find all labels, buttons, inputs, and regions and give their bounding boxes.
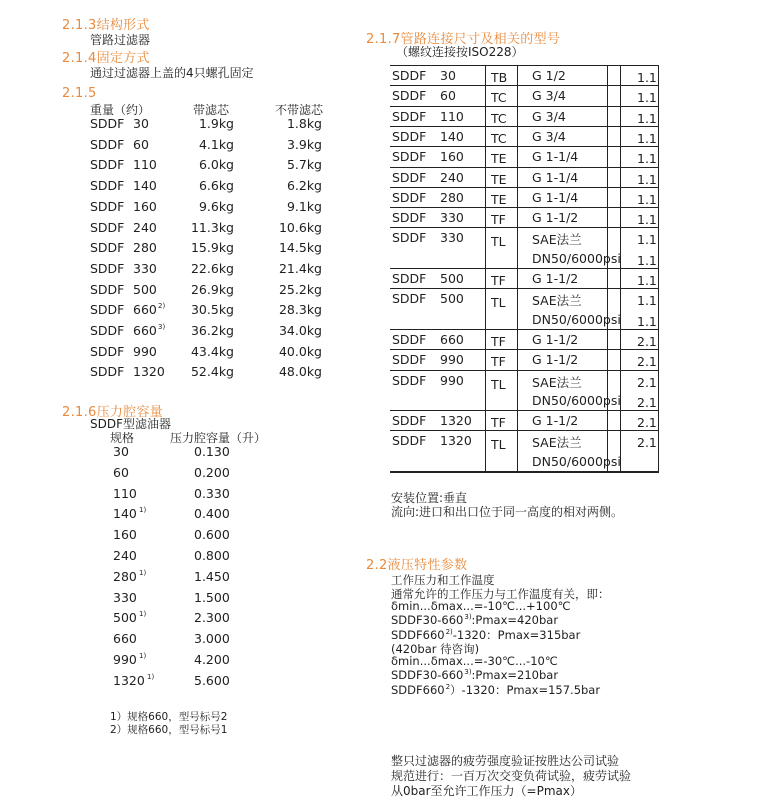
weight-without-element: 5.7kg	[286, 157, 322, 173]
weight-table	[90, 116, 330, 386]
volume-value: 0.130	[194, 444, 230, 459]
connection-row	[390, 412, 659, 432]
filter-type-subtitle: SDDF型滤油器	[90, 417, 172, 431]
conn-code: TC	[491, 130, 507, 146]
conn-thread: G 1-1/2	[532, 352, 579, 368]
heading-2-1-7: 2.1.7管路连接尺寸及相关的型号	[366, 32, 561, 47]
volume-footnote-mark: 1)	[139, 506, 147, 515]
weight-without-element: 25.2kg	[278, 281, 322, 297]
heading-2-1-6: 2.1.6压力腔容量	[62, 405, 164, 420]
weight-with-element: 11.3kg	[190, 219, 234, 235]
table-rule	[390, 85, 659, 86]
conn-code: TL	[491, 376, 506, 392]
conn-value: 1.1	[637, 171, 657, 187]
volume-footnote-mark: 1)	[139, 568, 147, 577]
conn-model: SDDF	[392, 169, 427, 185]
mounting-text: 通过过滤器上盖的4只螺孔固定	[90, 66, 254, 80]
volume-row	[110, 444, 250, 464]
conn-size: 160	[440, 149, 464, 165]
table-rule	[390, 430, 659, 431]
conn-model: SDDF	[392, 189, 427, 205]
conn-size: 1320	[440, 413, 472, 429]
volume-row	[110, 506, 250, 526]
conn-size: 990	[440, 352, 464, 368]
hydraulic-footnote-mark: 3)	[464, 667, 472, 676]
heading-2-1-3: 2.1.3结构形式	[62, 18, 150, 33]
volume-footnote-mark: 1)	[139, 652, 147, 660]
conn-thread: G 1-1/2	[532, 210, 579, 226]
weight-size: 280	[133, 240, 157, 256]
conn-value: 1.1	[637, 151, 657, 167]
conn-value: 2.1	[637, 333, 657, 349]
weight-model: SDDF	[90, 343, 125, 359]
hydraulic-line	[391, 599, 571, 613]
table-rule	[390, 227, 659, 228]
weight-without-element: 48.0kg	[278, 364, 322, 380]
hydraulic-line-text: 工作压力和工作温度	[391, 573, 495, 587]
hydraulic-line-text: SDDF30-660	[391, 613, 464, 628]
conn-size: 30	[440, 68, 456, 83]
weight-model: SDDF	[90, 198, 125, 214]
connection-row	[390, 67, 659, 87]
table-rule	[390, 370, 659, 371]
weight-size: 140	[133, 178, 157, 194]
weight-model: SDDF	[90, 364, 125, 380]
table-rule	[390, 410, 659, 411]
conn-thread: G 1-1/2	[532, 413, 579, 429]
conn-value: 1.1	[637, 293, 657, 309]
table-rule	[390, 187, 659, 188]
hydraulic-line	[391, 668, 558, 682]
weight-with-element: 22.6kg	[190, 260, 234, 276]
hydraulic-line-text: SDDF660	[391, 627, 445, 642]
conn-code: TL	[491, 437, 506, 453]
conn-size: 140	[440, 128, 464, 144]
volume-value: 0.330	[194, 485, 230, 501]
table-rule	[390, 167, 659, 168]
volume-value: 4.200	[194, 652, 230, 667]
heading-2-1-5: 2.1.5	[62, 86, 97, 101]
weight-row	[90, 178, 330, 198]
weight-size: 30	[133, 116, 149, 131]
hydraulic-line-rest: -1320：Pmax=315bar	[452, 627, 581, 642]
conn-value: 1.1	[637, 212, 657, 228]
conn-model: SDDF	[392, 108, 427, 124]
conn-code: TF	[491, 273, 506, 288]
volume-spec: 140	[113, 506, 137, 522]
connection-row	[390, 169, 659, 189]
conn-value: 2.1	[637, 374, 657, 390]
weight-col-header: 重量（约）	[90, 103, 151, 117]
weight-size: 240	[133, 219, 157, 235]
footnote-1: 1）规格660，型号标号2	[110, 711, 228, 723]
conn-code: TF	[491, 415, 506, 431]
volume-value: 2.300	[194, 610, 230, 626]
connection-row	[390, 189, 659, 209]
hydraulic-line-text: δmin...δmax...=-30℃...-10℃	[391, 654, 558, 669]
weight-with-element: 52.4kg	[190, 364, 234, 380]
weight-row	[90, 137, 330, 157]
conn-thread-line2: DN50/6000psi	[532, 250, 621, 266]
hydraulic-line	[391, 682, 600, 698]
volume-spec: 500	[113, 610, 137, 626]
conn-size: 280	[440, 189, 464, 205]
weight-model: SDDF	[90, 219, 125, 235]
weight-size: 330	[133, 260, 157, 276]
weight-row	[90, 240, 330, 260]
conn-value-line2: 1.1	[637, 313, 657, 329]
volume-row	[110, 486, 250, 506]
table-rule	[390, 288, 659, 289]
heading-2-2: 2.2液压特性参数	[366, 558, 468, 573]
table-rule	[390, 146, 659, 147]
volume-spec: 240	[113, 548, 137, 563]
weight-with-element: 6.6kg	[198, 178, 234, 194]
table-rule	[390, 65, 659, 66]
footnote-2: 2）规格660，型号标号1	[110, 724, 228, 736]
hydraulic-line-rest: :Pmax=420bar	[471, 613, 559, 628]
volume-spec: 30	[113, 444, 129, 459]
hydraulic-line-text: 通常允许的工作压力与工作温度有关，即：	[391, 586, 610, 601]
hydraulic-footnote-mark: 3)	[464, 613, 472, 622]
weight-row	[90, 282, 330, 302]
weight-row	[90, 220, 330, 240]
volume-row	[110, 610, 250, 630]
volume-value: 0.400	[194, 506, 230, 522]
conn-size: 660	[440, 331, 464, 347]
weight-footnote-mark: 3)	[158, 323, 166, 331]
volume-spec: 1320	[113, 672, 145, 688]
conn-code: TE	[491, 191, 507, 207]
conn-size: 330	[440, 230, 464, 246]
volume-row	[110, 548, 250, 568]
conn-size: 990	[440, 372, 464, 388]
conn-model: SDDF	[392, 352, 427, 368]
conn-thread: G 1-1/2	[532, 331, 579, 347]
volume-row	[110, 590, 250, 610]
weight-with-element: 9.6kg	[198, 198, 234, 214]
volume-spec: 330	[113, 589, 137, 605]
conn-model: SDDF	[392, 210, 427, 226]
volume-value: 1.500	[194, 589, 230, 605]
table-rule	[390, 471, 659, 473]
conn-code: TC	[491, 90, 507, 106]
volume-row	[110, 527, 250, 547]
fatigue-line-2: 规范进行：一百万次交变负荷试验，疲劳试验	[391, 769, 632, 783]
weight-without-element: 14.5kg	[278, 240, 322, 256]
conn-thread-line2: DN50/6000psi	[532, 453, 621, 469]
conn-code: TL	[491, 234, 506, 250]
weight-footnote-mark: 2)	[158, 302, 166, 311]
weight-row	[90, 157, 330, 177]
conn-code: TB	[491, 70, 508, 85]
conn-value: 2.1	[637, 415, 657, 431]
volume-value: 3.000	[194, 631, 230, 647]
conn-model: SDDF	[392, 413, 427, 429]
weight-row	[90, 364, 330, 384]
heading-2-1-4: 2.1.4固定方式	[62, 51, 150, 66]
conn-size: 500	[440, 291, 464, 307]
conn-code: TF	[491, 212, 506, 228]
weight-model: SDDF	[90, 240, 125, 256]
conn-value: 1.1	[637, 273, 657, 288]
volume-row	[110, 569, 250, 589]
conn-value: 1.1	[637, 232, 657, 248]
volume-value: 0.200	[194, 464, 230, 480]
conn-size: 500	[440, 271, 464, 286]
weight-model: SDDF	[90, 260, 125, 276]
weight-with-element: 4.1kg	[198, 136, 234, 152]
conn-value: 1.1	[637, 110, 657, 126]
connection-row	[390, 148, 659, 168]
weight-size: 990	[133, 343, 157, 359]
volume-spec: 160	[113, 527, 137, 543]
conn-value: 2.1	[637, 354, 657, 370]
spec-col-header: 规格	[110, 431, 135, 445]
connection-row	[390, 372, 659, 413]
weight-with-element: 26.9kg	[190, 281, 234, 297]
conn-model: SDDF	[392, 331, 427, 347]
hydraulic-footnote-mark: 2)	[445, 627, 453, 636]
conn-size: 60	[440, 88, 456, 104]
hydraulic-footnote-mark: 2	[445, 682, 451, 691]
conn-value-line2: 2.1	[637, 394, 657, 410]
weight-size: 660	[133, 323, 157, 338]
conn-model: SDDF	[392, 291, 427, 307]
weight-model: SDDF	[90, 136, 125, 152]
table-rule	[390, 349, 659, 350]
weight-without-element: 28.3kg	[278, 302, 322, 318]
conn-model: SDDF	[392, 433, 427, 449]
connection-row	[390, 351, 659, 371]
conn-size: 240	[440, 169, 464, 185]
weight-model: SDDF	[90, 178, 125, 194]
volume-spec: 110	[113, 485, 137, 501]
conn-model: SDDF	[392, 68, 427, 83]
weight-row	[90, 199, 330, 219]
volume-value: 0.600	[194, 527, 230, 543]
weight-size: 60	[133, 136, 149, 152]
conn-thread: G 3/4	[532, 88, 566, 104]
volume-value: 0.800	[194, 548, 230, 563]
table-rule	[390, 106, 659, 107]
conn-thread: G 1/2	[532, 68, 566, 83]
volume-value: 1.450	[194, 568, 230, 584]
weight-size: 660	[133, 302, 157, 318]
hydraulic-line	[391, 654, 558, 668]
connection-row	[390, 87, 659, 107]
connection-row	[390, 229, 659, 270]
weight-model: SDDF	[90, 281, 125, 297]
conn-code: TE	[491, 171, 507, 187]
weight-row	[90, 261, 330, 281]
conn-thread: G 1-1/2	[532, 271, 579, 286]
conn-thread: SAE法兰	[532, 293, 582, 309]
conn-code: TE	[491, 151, 507, 167]
conn-model: SDDF	[392, 230, 427, 246]
volume-footnote-mark: 1)	[147, 672, 155, 681]
weight-row	[90, 323, 330, 343]
conn-code: TF	[491, 333, 506, 349]
conn-thread-line2: DN50/6000psi	[532, 311, 621, 327]
volume-col-header: 压力腔容量（升）	[170, 431, 267, 445]
conn-value: 2.1	[637, 435, 657, 451]
weight-size: 1320	[133, 364, 165, 380]
hydraulic-line-text: SDDF660	[391, 682, 445, 697]
weight-without-element: 40.0kg	[278, 343, 322, 359]
weight-model: SDDF	[90, 116, 125, 131]
conn-code: TL	[491, 295, 506, 311]
conn-value-line2: 1.1	[637, 252, 657, 268]
table-rule	[390, 207, 659, 208]
fatigue-line-1: 整只过滤器的疲劳强度验证按胜达公司试验	[391, 754, 620, 768]
weight-without-element: 9.1kg	[286, 198, 322, 214]
conn-size: 110	[440, 108, 464, 124]
hydraulic-line-rest: :Pmax=210bar	[471, 667, 559, 682]
conn-model: SDDF	[392, 128, 427, 144]
table-rule	[390, 329, 659, 330]
weight-with-element: 1.9kg	[198, 116, 234, 131]
volume-value: 5.600	[194, 672, 230, 688]
conn-code: TC	[491, 110, 507, 126]
weight-without-element: 21.4kg	[278, 260, 322, 276]
weight-with-element: 30.5kg	[190, 302, 234, 318]
connection-row	[390, 128, 659, 148]
volume-spec: 990	[113, 652, 137, 667]
conn-thread: SAE法兰	[532, 435, 582, 451]
conn-thread-line2: DN50/6000psi	[532, 392, 621, 408]
conn-thread: G 3/4	[532, 108, 566, 124]
conn-value: 1.1	[637, 70, 657, 85]
hydraulic-line-rest: ）-1320：Pmax=157.5bar	[450, 682, 601, 697]
volume-row	[110, 652, 250, 672]
weight-without-element: 34.0kg	[278, 323, 322, 338]
weight-size: 500	[133, 281, 157, 297]
conn-thread: G 1-1/4	[532, 169, 579, 185]
flow-direction-text: 流向:进口和出口位于同一高度的相对两侧。	[391, 505, 624, 519]
conn-code: TF	[491, 354, 506, 370]
weight-without-element: 10.6kg	[278, 219, 322, 235]
table-rule	[390, 126, 659, 127]
hydraulic-line-text: SDDF30-660	[391, 667, 464, 682]
connection-row	[390, 108, 659, 128]
weight-with-element: 6.0kg	[198, 157, 234, 173]
weight-model: SDDF	[90, 323, 125, 338]
volume-spec: 60	[113, 464, 129, 480]
conn-model: SDDF	[392, 372, 427, 388]
without-element-col-header: 不带滤芯	[275, 103, 324, 117]
conn-thread: G 1-1/4	[532, 149, 579, 165]
connection-row	[390, 270, 659, 290]
weight-model: SDDF	[90, 157, 125, 173]
weight-model: SDDF	[90, 302, 125, 318]
conn-model: SDDF	[392, 88, 427, 104]
connection-row	[390, 331, 659, 351]
conn-model: SDDF	[392, 149, 427, 165]
fatigue-line-3: 从0bar至允许工作压力（=Pmax）	[391, 784, 582, 798]
conn-thread: SAE法兰	[532, 374, 582, 390]
weight-size: 110	[133, 157, 157, 173]
connection-row	[390, 290, 659, 331]
weight-without-element: 6.2kg	[286, 178, 322, 194]
volume-spec: 280	[113, 568, 137, 584]
weight-without-element: 1.8kg	[286, 116, 322, 131]
volume-footnote-mark: 1)	[139, 610, 147, 619]
weight-row	[90, 344, 330, 364]
weight-row	[90, 302, 330, 322]
conn-value: 1.1	[637, 90, 657, 106]
weight-size: 160	[133, 198, 157, 214]
volume-row	[110, 631, 250, 651]
with-element-col-header: 带滤芯	[193, 103, 230, 117]
weight-without-element: 3.9kg	[286, 136, 322, 152]
volume-spec: 660	[113, 631, 137, 647]
conn-size: 330	[440, 210, 464, 226]
iso-subheading: （螺纹连接按ISO228）	[396, 45, 524, 59]
connection-table	[390, 65, 659, 472]
structure-text: 管路过滤器	[90, 33, 151, 47]
hydraulic-line-text: δmin...δmax...=-10℃...+100℃	[391, 599, 571, 614]
table-rule	[390, 268, 659, 269]
volume-row	[110, 673, 250, 693]
conn-value: 1.1	[637, 191, 657, 207]
weight-with-element: 36.2kg	[190, 323, 234, 338]
hydraulic-line	[391, 613, 558, 627]
conn-thread: G 1-1/4	[532, 189, 579, 205]
weight-with-element: 15.9kg	[190, 240, 234, 256]
volume-table	[110, 444, 250, 694]
connection-row	[390, 432, 659, 473]
hydraulic-line-text: (420bar 待咨询)	[391, 641, 480, 656]
conn-thread: SAE法兰	[532, 232, 582, 248]
volume-row	[110, 465, 250, 485]
conn-thread: G 3/4	[532, 128, 566, 144]
weight-row	[90, 116, 330, 136]
conn-model: SDDF	[392, 271, 427, 286]
conn-value: 1.1	[637, 130, 657, 146]
connection-row	[390, 209, 659, 229]
conn-size: 1320	[440, 433, 472, 449]
install-position-text: 安装位置:垂直	[391, 491, 468, 505]
weight-with-element: 43.4kg	[190, 343, 234, 359]
